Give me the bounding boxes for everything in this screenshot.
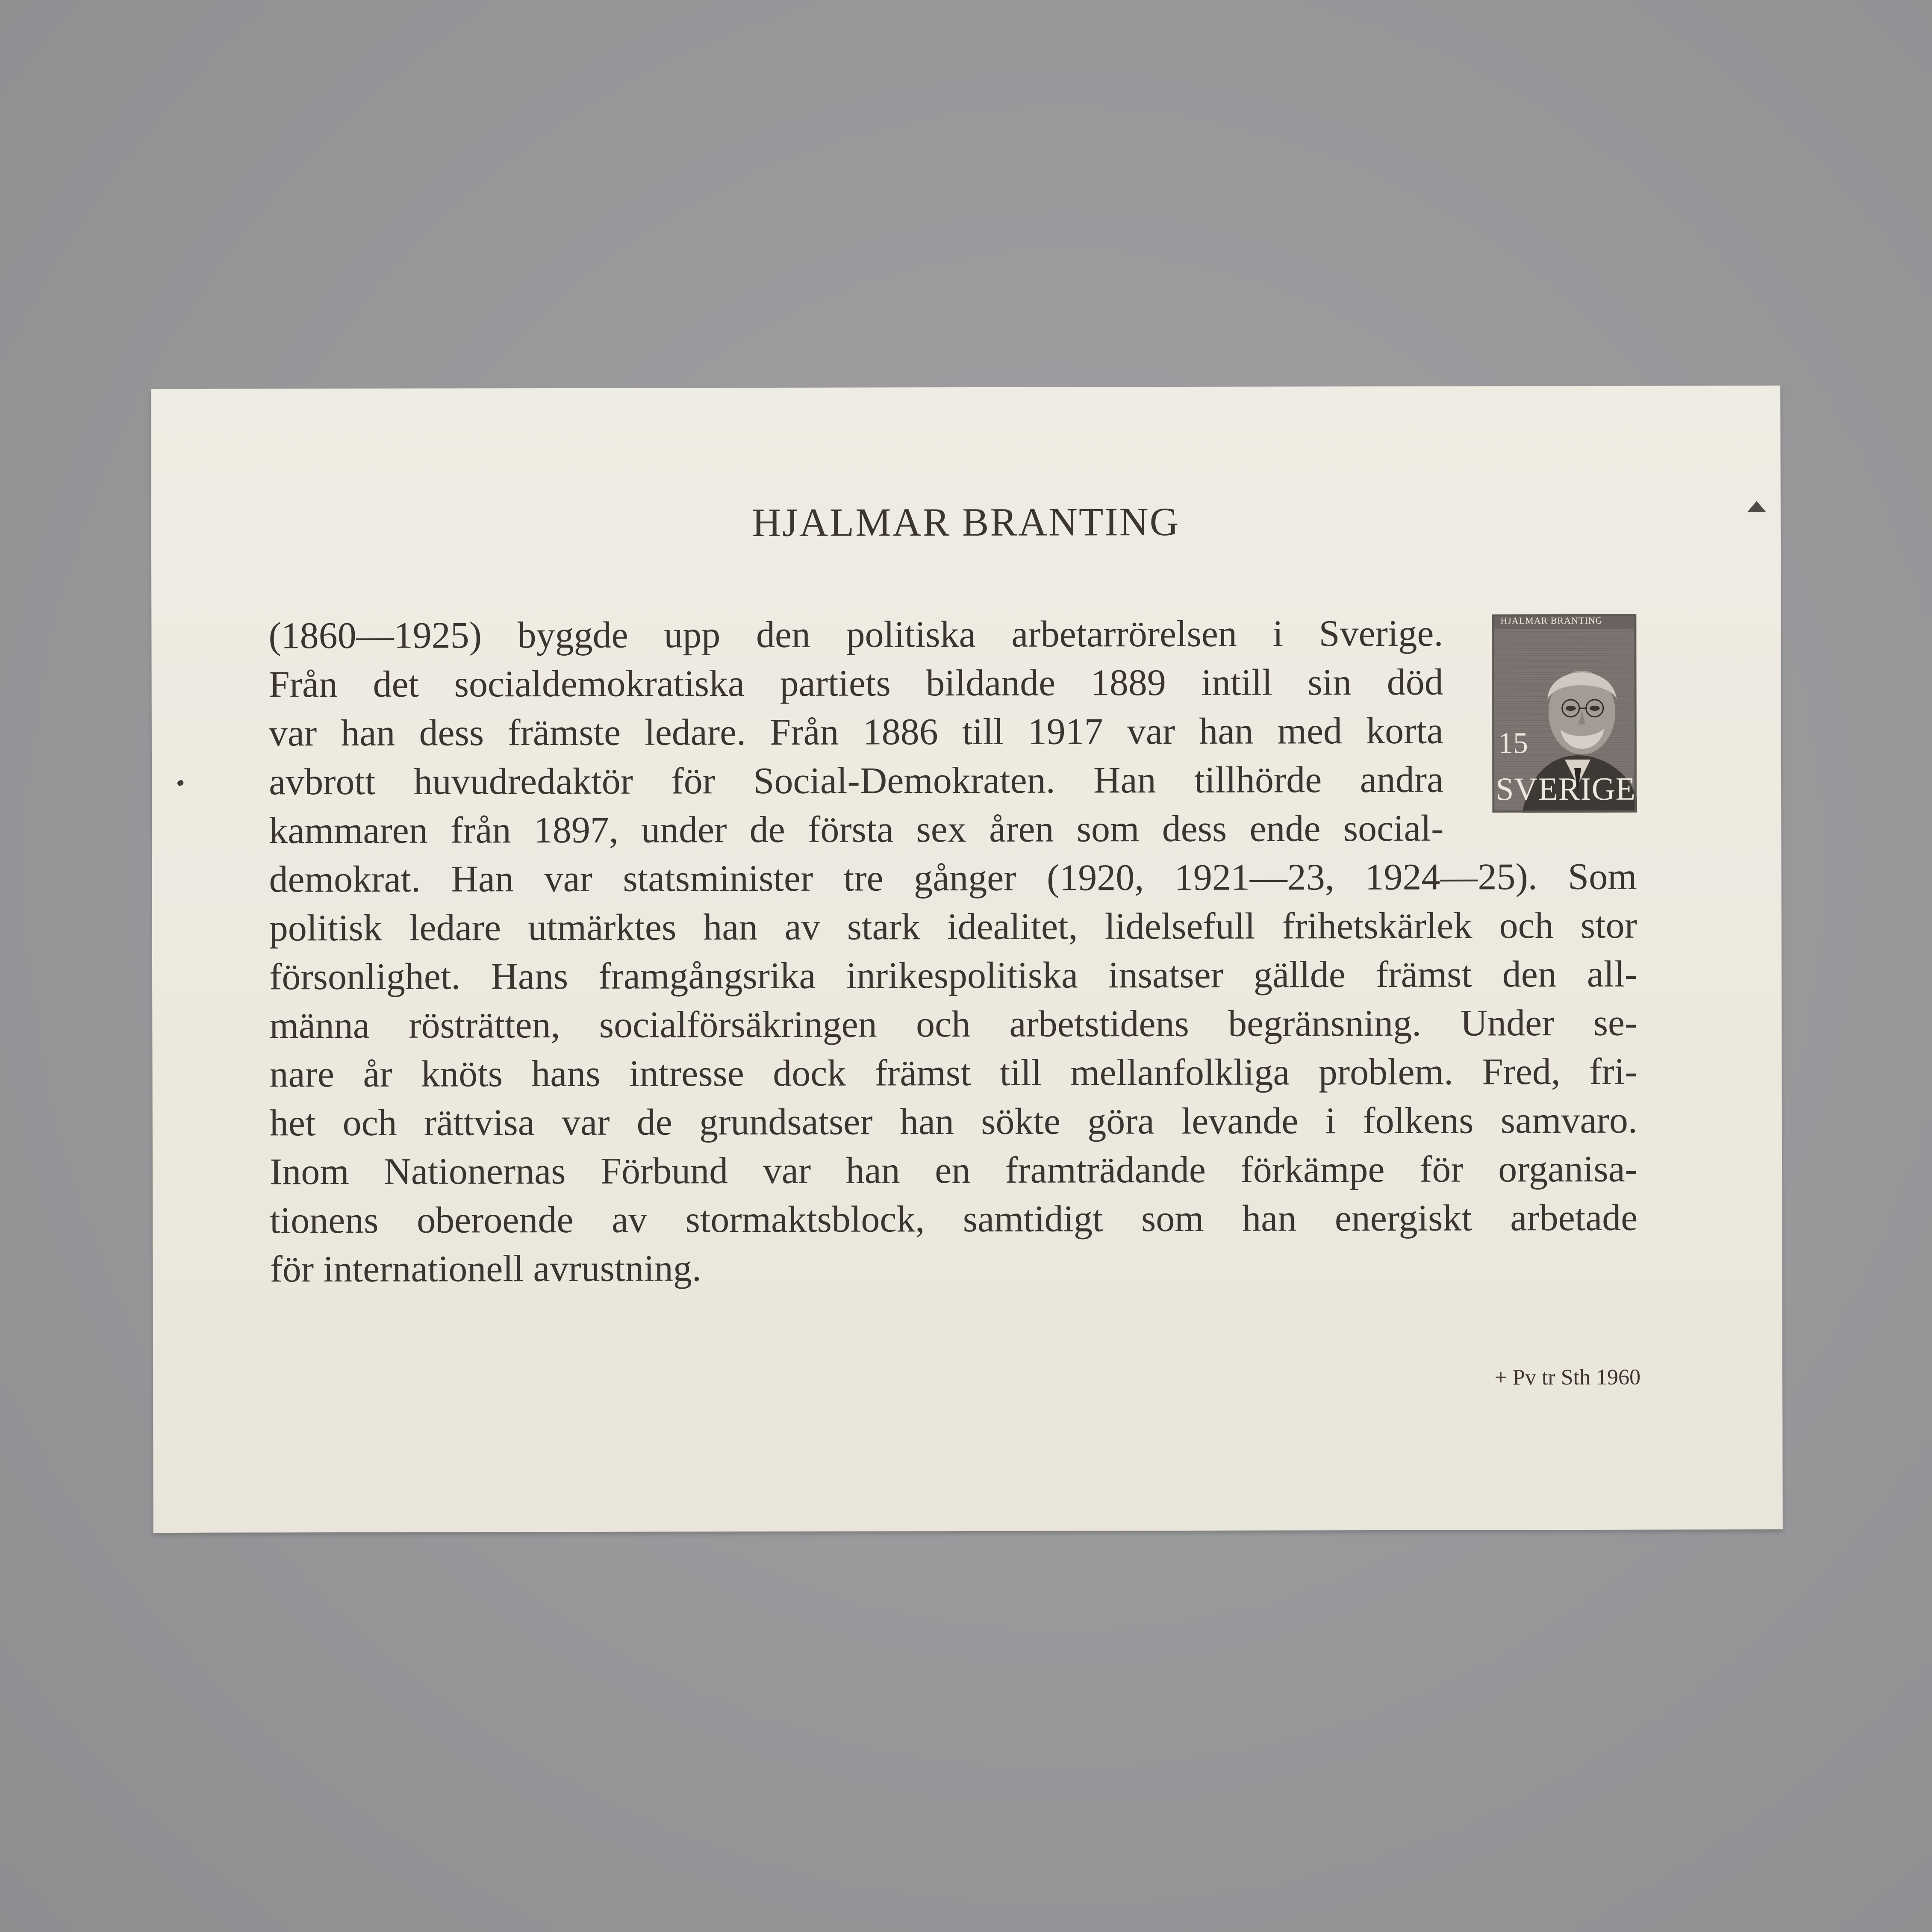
paper-tear-mark xyxy=(1747,501,1766,512)
text-line: (1860—1925) byggde upp den politiska arbetarrörelsen i Sverige. xyxy=(268,613,1443,657)
stamp-name-text: HJALMAR BRANTING xyxy=(1500,615,1603,626)
text-line: nare år knöts hans intresse dock främst till mellanfolkliga problem. Fred, fri- xyxy=(269,1051,1637,1096)
text-line: männa rösträtten, socialförsäkringen och arbetstidens begränsning. Under se- xyxy=(269,1002,1637,1047)
printer-imprint: + Pv tr Sth 1960 xyxy=(1494,1365,1641,1390)
document-card xyxy=(151,386,1783,1533)
paper-speck-mark xyxy=(177,779,184,786)
stamp-country-text: SVERIGE xyxy=(1496,771,1636,807)
text-line: försonlighet. Hans framgångsrika inrikespolitiska insatser gällde främst den all- xyxy=(269,953,1637,998)
text-line: demokrat. Han var statsminister tre gånger (1920, 1921—23, 1924—25). Som xyxy=(269,856,1637,901)
text-line: Från det socialdemokratiska partiets bildande 1889 intill sin död xyxy=(268,661,1443,706)
text-line: avbrott huvudredaktör för Social-Demokraten. Han tillhörde andra xyxy=(269,759,1444,803)
biography-text xyxy=(268,609,1637,1294)
text-line: för internationell avrustning. xyxy=(270,1248,701,1290)
document-title: HJALMAR BRANTING xyxy=(752,499,1180,545)
text-line: tionens oberoende av stormaktsblock, samtidigt som han energiskt arbetade xyxy=(270,1197,1638,1242)
text-line: Inom Nationernas Förbund var han en framträdande förkämpe för organisa- xyxy=(269,1148,1638,1193)
text-line: kammaren från 1897, under de första sex åren som dess ende social- xyxy=(269,807,1444,852)
stamp-value-text: 15 xyxy=(1498,727,1529,760)
text-line: var han dess främste ledare. Från 1886 till 1917 var han med korta xyxy=(268,710,1443,754)
text-line: het och rättvisa var de grundsatser han sökte göra levande i folkens samvaro. xyxy=(269,1099,1637,1144)
text-line: politisk ledare utmärktes han av stark idealitet, lidelsefull frihetskärlek och stor xyxy=(269,904,1637,949)
